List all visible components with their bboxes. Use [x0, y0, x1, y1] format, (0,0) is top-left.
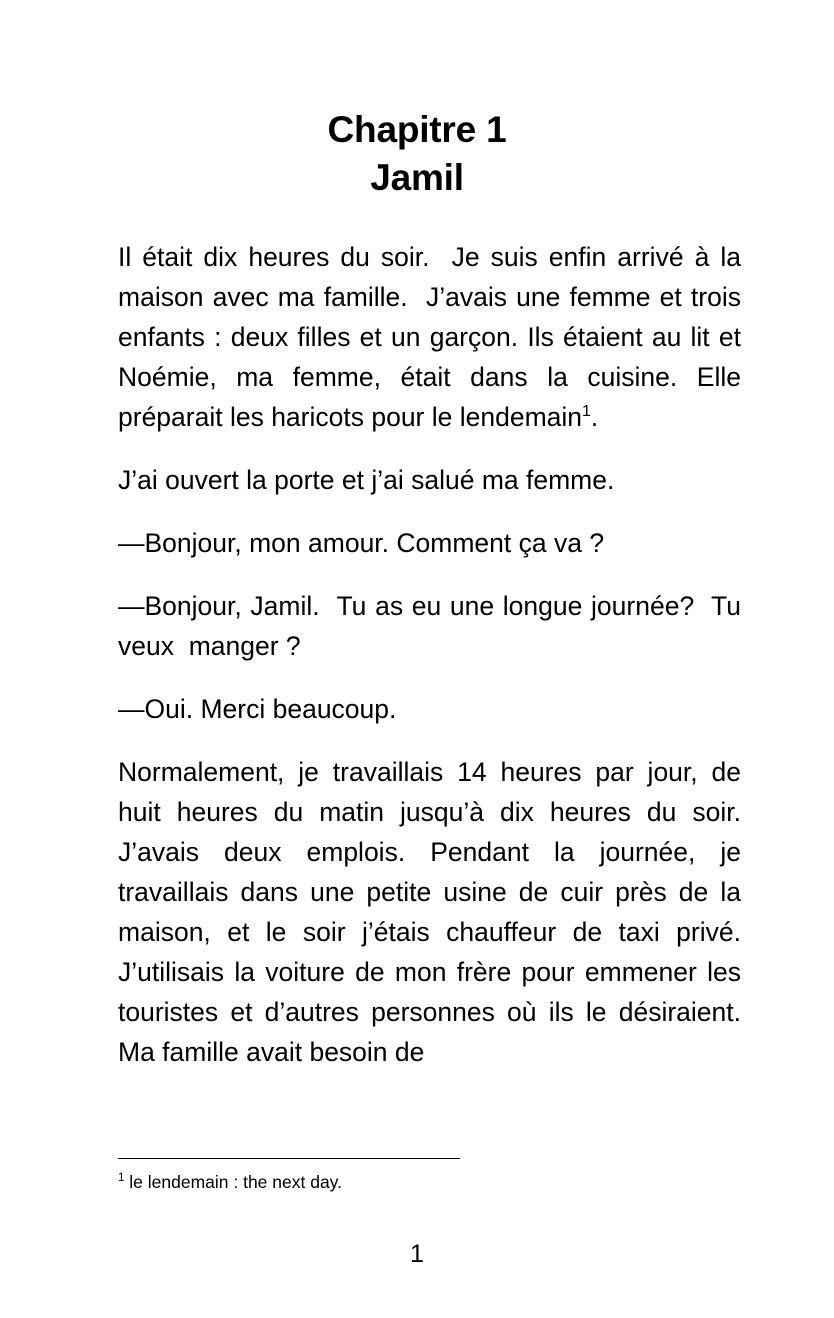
- footnote-entry: [118, 1170, 741, 1194]
- paragraph-2: J’ai ouvert la porte et j’ai salué ma femme.: [118, 465, 615, 495]
- dialogue-line-3: —Oui. Merci beaucoup.: [118, 694, 397, 724]
- page-number: 1: [410, 1240, 424, 1268]
- dialogue-line-2: —Bonjour, Jamil. Tu as eu une longue journée? Tu veux manger ?: [118, 591, 749, 661]
- footnote-reference-marker[interactable]: 1: [582, 403, 591, 421]
- paragraph-3: Normalement, je travaillais 14 heures par jour, de huit heures du matin jusqu’à dix heures du soir. J’avais deux emplois. Pendant la journée, je travaillais dans une petite usine de cuir près de la maison, et le soir j’étais chauffeur de taxi privé. J’utilisais la voiture de mon frère pour emmener les touristes et d’autres personnes où ils le désiraient. Ma famille avait besoin de: [118, 757, 756, 1067]
- footnote-number: 1: [118, 1172, 125, 1185]
- footnote-definition-text: le lendemain : the next day.: [124, 1172, 342, 1192]
- chapter-subtitle-line: Jamil: [370, 157, 464, 198]
- body-text-column: [118, 237, 756, 1072]
- chapter-heading: [0, 106, 834, 202]
- chapter-title-line: Chapitre 1: [327, 109, 507, 150]
- paragraph-1-text-tail: .: [590, 402, 599, 432]
- paragraph-1: [118, 237, 749, 437]
- dialogue-line-1: —Bonjour, mon amour. Comment ça va ?: [118, 528, 605, 558]
- paragraph-1-text: Il était dix heures du soir. Je suis enfin arrivé à la maison avec ma famille. J’avais une femme et trois enfants : deux filles et un garçon. Ils étaient au lit et Noémie, ma femme, était dans la cuisine. Elle préparait les haricots pour le lendemain: [118, 242, 749, 432]
- footnote-area: [118, 1158, 741, 1194]
- footnote-separator-rule: [118, 1158, 460, 1159]
